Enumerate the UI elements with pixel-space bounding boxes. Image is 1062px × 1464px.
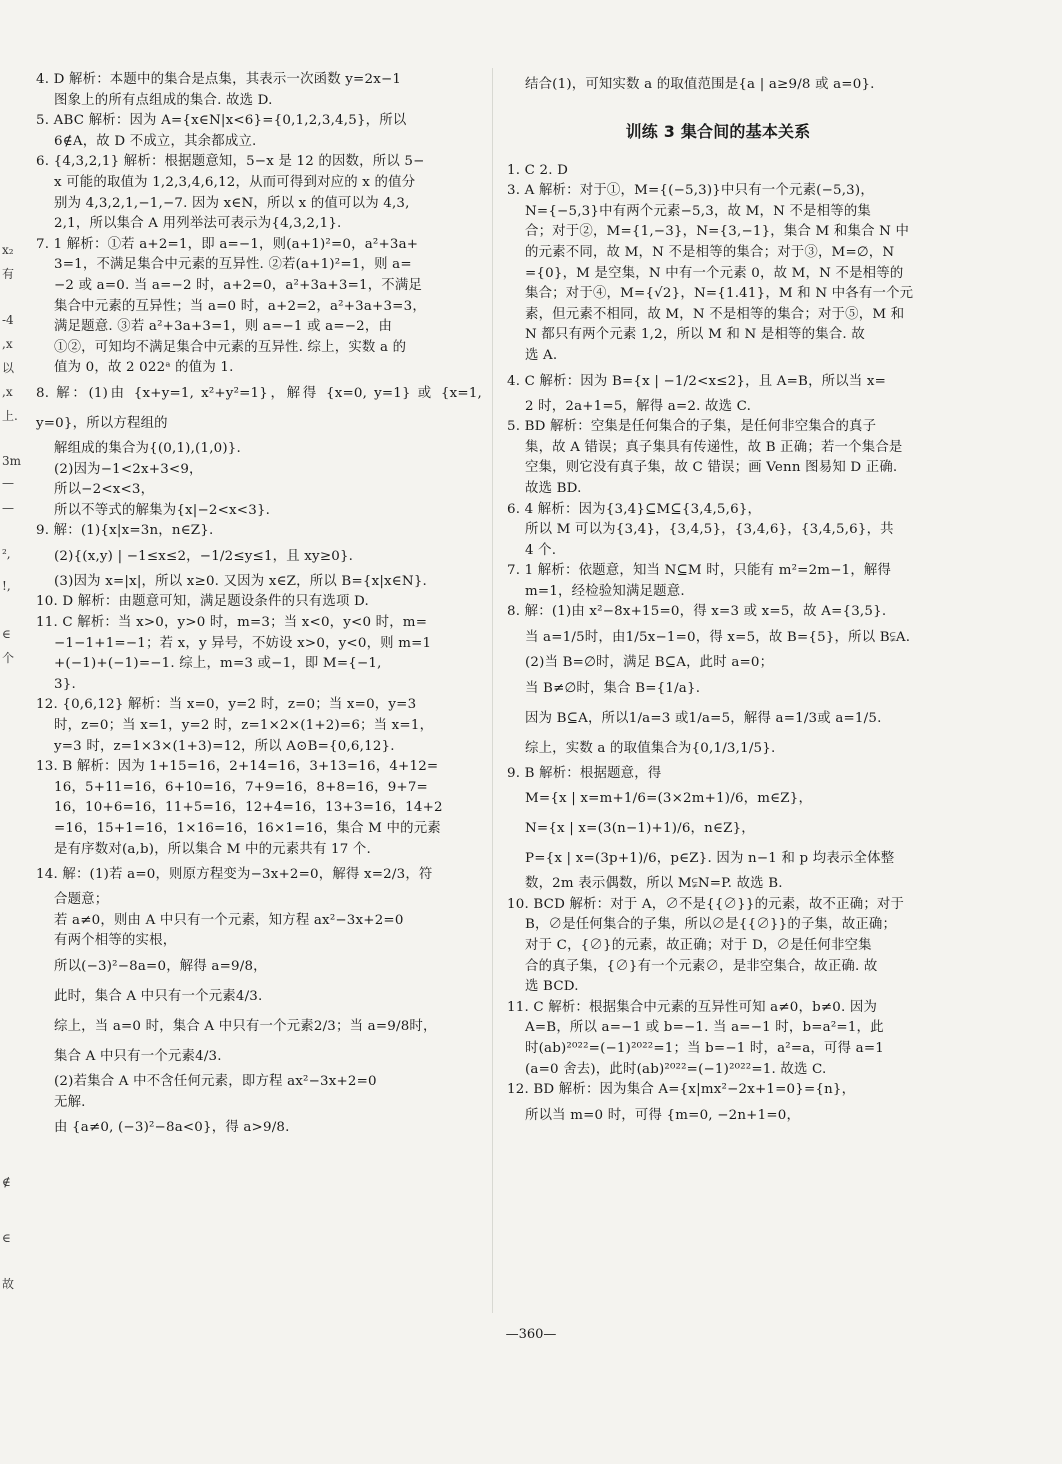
text-line: +(−1)+(−1)=−1. 综上，m=3 或−1，即 M={−1, bbox=[54, 656, 382, 672]
text-line: 图象上的所有点组成的集合. 故选 D. bbox=[54, 92, 273, 108]
column-divider bbox=[492, 68, 493, 1313]
text-line: 8. 解：(1)由 x²−8x+15=0，得 x=3 或 x=5，故 A={3,5}. bbox=[507, 604, 887, 620]
text-line: 10. BCD 解析：对于 A，∅不是{{∅}}的元素，故不正确；对于 bbox=[507, 896, 905, 912]
text-line: 合题意； bbox=[54, 892, 109, 908]
text-line: 所以 M 可以为{3,4}，{3,4,5}，{3,4,6}，{3,4,5,6}，共 bbox=[525, 522, 894, 538]
text-line: 11. C 解析：当 x>0，y>0 时，m=3；当 x<0，y<0 时，m= bbox=[36, 615, 428, 631]
text-line: 故选 BD. bbox=[525, 480, 582, 496]
text-line: 2 时，2a+1=5，解得 a=2. 故选 C. bbox=[525, 398, 752, 414]
text-line: ①②，可知均不满足集合中元素的互异性. 综上，实数 a 的 bbox=[54, 339, 407, 355]
text-line: m=1，经检验知满足题意. bbox=[525, 583, 685, 599]
text-line: B，∅是任何集合的子集，所以∅是{{∅}}的子集，故正确； bbox=[525, 917, 897, 933]
margin-fragment: — bbox=[2, 501, 14, 515]
text-line: 选 BCD. bbox=[525, 979, 579, 995]
text-line: (a=0 舍去)，此时(ab)²⁰²²=(−1)²⁰²²=1. 故选 C. bbox=[525, 1061, 827, 1077]
margin-fragment: — bbox=[2, 476, 14, 490]
text-line: 合；对于②，M={1,−3}，N={3,−1}，集合 M 和集合 N 中 bbox=[525, 224, 910, 240]
text-line: 是有序数对(a,b)，所以集合 M 中的元素共有 17 个. bbox=[54, 841, 371, 857]
text-line: 10. D 解析：由题意可知，满足题设条件的只有选项 D. bbox=[36, 594, 369, 610]
text-line: 5. ABC 解析：因为 A={x∈N|x<6}={0,1,2,3,4,5}，所以 bbox=[36, 113, 407, 129]
text-line: 2,1，所以集合 A 用列举法可表示为{4,3,2,1}. bbox=[54, 216, 342, 232]
text-line: (2)若集合 A 中不含任何元素，即方程 ax²−3x+2=0 bbox=[54, 1073, 377, 1089]
text-line: 4. C 解析：因为 B={x | −1/2<x≤2}，且 A=B，所以当 x= bbox=[507, 373, 887, 389]
text-line: 对于 C，{∅}的元素，故正确；对于 D，∅是任何非空集 bbox=[525, 938, 872, 954]
margin-fragment: 有 bbox=[2, 267, 15, 281]
text-line: P={x | x=(3p+1)/6，p∈Z}. 因为 n−1 和 p 均表示全体整 bbox=[525, 851, 895, 867]
margin-fragment: ,x bbox=[2, 385, 13, 399]
text-line: 综上，当 a=0 时，集合 A 中只有一个元素2/3；当 a=9/8时， bbox=[54, 1018, 437, 1034]
text-line: 当 B≠∅时，集合 B={1/a}. bbox=[525, 680, 701, 696]
text-line: 12. {0,6,12} 解析：当 x=0，y=2 时，z=0；当 x=0，y=3 bbox=[36, 697, 417, 713]
text-line: y=3 时，z=1×3×(1+3)=12，所以 A⊙B={0,6,12}. bbox=[54, 738, 395, 754]
text-line: N={−5,3}中有两个元素−5,3，故 M，N 不是相等的集 bbox=[525, 203, 872, 219]
text-line: 1. C 2. D bbox=[507, 162, 569, 178]
text-line: (2)当 B=∅时，满足 B⊆A，此时 a=0； bbox=[525, 655, 774, 671]
text-line: 由 {a≠0, (−3)²−8a<0}，得 a>9/8. bbox=[54, 1120, 290, 1136]
text-line: 所以−2<x<3， bbox=[54, 482, 155, 498]
margin-fragment: ∈ bbox=[2, 1231, 11, 1245]
text-line: 数，2m 表示偶数，所以 M⫋N=P. 故选 B. bbox=[525, 876, 783, 892]
text-line: =16，15+1=16，1×16=16，16×1=16，集合 M 中的元素 bbox=[54, 821, 441, 836]
right-column-body bbox=[507, 161, 929, 1131]
margin-fragment: ∉ bbox=[2, 1175, 11, 1189]
text-line: 11. C 解析：根据集合中元素的互异性可知 a≠0，b≠0. 因为 bbox=[507, 999, 878, 1015]
text-line: 满足题意. ③若 a²+3a+3=1，则 a=−1 或 a=−2，由 bbox=[54, 319, 393, 335]
text-line: 9. B 解析：根据题意，得 bbox=[507, 765, 662, 781]
text-line: N 都只有两个元素 1,2，所以 M 和 N 是相等的集合. 故 bbox=[525, 327, 865, 343]
text-line: 素，但元素不相同，故 M，N 不是相等的集合；对于⑤，M 和 bbox=[525, 306, 905, 322]
text-line: 3}. bbox=[54, 676, 76, 692]
text-line: 7. 1 解析：依题意，知当 N⊆M 时，只能有 m²=2m−1，解得 bbox=[507, 563, 892, 579]
text-line: 空集，则它没有真子集，故 C 错误；画 Venn 图易知 D 正确. bbox=[525, 460, 898, 476]
text-line: 选 A. bbox=[525, 347, 558, 363]
text-line: A=B，所以 a=−1 或 b=−1. 当 a=−1 时，b=a²=1，此 bbox=[525, 1020, 884, 1036]
margin-fragment: x₂ bbox=[2, 243, 14, 257]
margin-fragment: -4 bbox=[2, 313, 14, 327]
text-line: 5. BD 解析：空集是任何集合的子集，是任何非空集合的真子 bbox=[507, 419, 877, 435]
text-line: 结合(1)，可知实数 a 的取值范围是{a | a≥9/8 或 a=0}. bbox=[525, 77, 875, 92]
right-column-top bbox=[507, 70, 929, 100]
margin-fragment: ,x bbox=[2, 337, 13, 351]
text-line: 当 a=1/5时，由1/5x−1=0，得 x=5，故 B={5}，所以 B⫋A. bbox=[525, 630, 911, 646]
left-margin-bleed bbox=[0, 0, 28, 1464]
text-line: 解组成的集合为{(0,1),(1,0)}. bbox=[54, 440, 241, 456]
text-line: 9. 解：(1){x|x=3n，n∈Z}. bbox=[36, 523, 214, 539]
text-line: 所以(−3)²−8a=0，解得 a=9/8， bbox=[54, 958, 267, 974]
text-line: 集合；对于④，M={√2}，N={1.41}，M 和 N 中各有一个元 bbox=[525, 286, 914, 302]
text-line: 3=1，不满足集合中元素的互异性. ②若(a+1)²=1，则 a= bbox=[54, 257, 412, 273]
page-number: —360— bbox=[505, 1327, 557, 1342]
text-line: 集合 A 中只有一个元素4/3. bbox=[54, 1048, 222, 1064]
text-line: 14. 解：(1)若 a=0，则原方程变为−3x+2=0，解得 x=2/3，符 bbox=[36, 867, 433, 883]
text-line: 综上，实数 a 的取值集合为{0,1/3,1/5}. bbox=[525, 740, 776, 756]
text-line: 时，z=0；当 x=1，y=2 时，z=1×2×(1+2)=6；当 x=1， bbox=[54, 718, 434, 734]
margin-fragment: 故 bbox=[2, 1277, 15, 1291]
text-line: N={x | x=(3(n−1)+1)/6，n∈Z}， bbox=[525, 821, 755, 837]
text-line: 16，10+6=16，11+5=16，12+4=16，13+3=16，14+2 bbox=[54, 800, 443, 816]
text-line: 6. 4 解析：因为{3,4}⊆M⊆{3,4,5,6}， bbox=[507, 501, 762, 517]
text-line: x 可能的取值为 1,2,3,4,6,12，从而可得到对应的 x 的值分 bbox=[54, 174, 416, 190]
margin-fragment: ², bbox=[2, 547, 11, 561]
text-line: 无解. bbox=[54, 1094, 86, 1110]
text-line: 3. A 解析：对于①，M={(−5,3)}中只有一个元素(−5,3)， bbox=[507, 183, 874, 199]
text-line: 集合中元素的互异性；当 a=0 时，a+2=2，a²+3a+3=3， bbox=[54, 298, 426, 314]
text-line: (2)因为−1<2x+3<9， bbox=[54, 461, 203, 477]
text-line: 13. B 解析：因为 1+15=16，2+14=16，3+13=16，4+12= bbox=[36, 759, 439, 775]
text-line: 合的真子集，{∅}有一个元素∅，是非空集合，故正确. 故 bbox=[525, 958, 878, 974]
text-line: 若 a≠0，则由 A 中只有一个元素，知方程 ax²−3x+2=0 bbox=[54, 912, 404, 928]
text-line: 别为 4,3,2,1,−1,−7. 因为 x∈N，所以 x 的值可以为 4,3, bbox=[54, 195, 410, 211]
text-line: 所以当 m=0 时，可得 {m=0, −2n+1=0， bbox=[525, 1107, 801, 1123]
text-line: M={x | x=m+1/6=(3×2m+1)/6，m∈Z}， bbox=[525, 791, 813, 807]
text-line: 的元素不同，故 M，N 不是相等的集合；对于③，M=∅，N bbox=[525, 244, 895, 260]
text-line: 4 个. bbox=[525, 542, 557, 558]
margin-fragment: ∈ bbox=[2, 627, 11, 641]
text-line: 4. D 解析：本题中的集合是点集，其表示一次函数 y=2x−1 bbox=[36, 72, 402, 87]
text-line: (3)因为 x=|x|，所以 x≥0. 又因为 x∈Z，所以 B={x|x∈N}. bbox=[54, 573, 428, 589]
text-line: 值为 0，故 2 022ᵃ 的值为 1. bbox=[54, 360, 234, 376]
text-line: 8. 解：(1)由 {x+y=1, x²+y²=1}，解得 {x=0, y=1} 或 {x=1, y=0}，所以方程组的 bbox=[36, 385, 482, 431]
margin-fragment: 上. bbox=[2, 409, 18, 423]
text-line: 12. BD 解析：因为集合 A={x|mx²−2x+1=0}={n}， bbox=[507, 1082, 856, 1098]
margin-fragment: 以 bbox=[2, 361, 15, 375]
text-line: 此时，集合 A 中只有一个元素4/3. bbox=[54, 988, 263, 1004]
text-line: 时(ab)²⁰²²=(−1)²⁰²²=1；当 b=−1 时，a²=a，可得 a=1 bbox=[525, 1041, 884, 1056]
text-line: 6∉A，故 D 不成立，其余都成立. bbox=[54, 133, 257, 149]
text-line: 集，故 A 错误；真子集具有传递性，故 B 正确；若一个集合是 bbox=[525, 439, 903, 455]
margin-fragment: 个 bbox=[2, 651, 15, 665]
text-line: −2 或 a=0. 当 a=−2 时，a+2=0，a²+3a+3=1，不满足 bbox=[54, 277, 423, 293]
section-title: 训练 3 集合间的基本关系 bbox=[625, 122, 811, 141]
right-column bbox=[507, 70, 929, 1131]
left-column bbox=[36, 70, 482, 1143]
text-line: 所以不等式的解集为{x|−2<x<3}. bbox=[54, 502, 271, 518]
text-line: −1−1+1=−1；若 x，y 异号，不妨设 x>0，y<0，则 m=1 bbox=[54, 635, 432, 651]
text-line: 有两个相等的实根， bbox=[54, 933, 177, 949]
margin-fragment: 3m bbox=[2, 454, 22, 468]
text-line: ={0}，M 是空集，N 中有一个元素 0，故 M，N 不是相等的 bbox=[525, 265, 904, 281]
text-line: 16，5+11=16，6+10=16，7+9=16，8+8=16，9+7= bbox=[54, 779, 428, 795]
margin-fragment: !, bbox=[2, 579, 11, 593]
text-line: (2){(x,y) | −1≤x≤2，−1/2≤y≤1，且 xy≥0}. bbox=[54, 548, 354, 564]
text-line: 因为 B⊆A，所以1/a=3 或1/a=5，解得 a=1/3或 a=1/5. bbox=[525, 710, 882, 726]
text-line: 7. 1 解析：①若 a+2=1，即 a=−1，则(a+1)²=0，a²+3a+ bbox=[36, 236, 419, 252]
text-line: 6. {4,3,2,1} 解析：根据题意知，5−x 是 12 的因数，所以 5− bbox=[36, 154, 425, 170]
